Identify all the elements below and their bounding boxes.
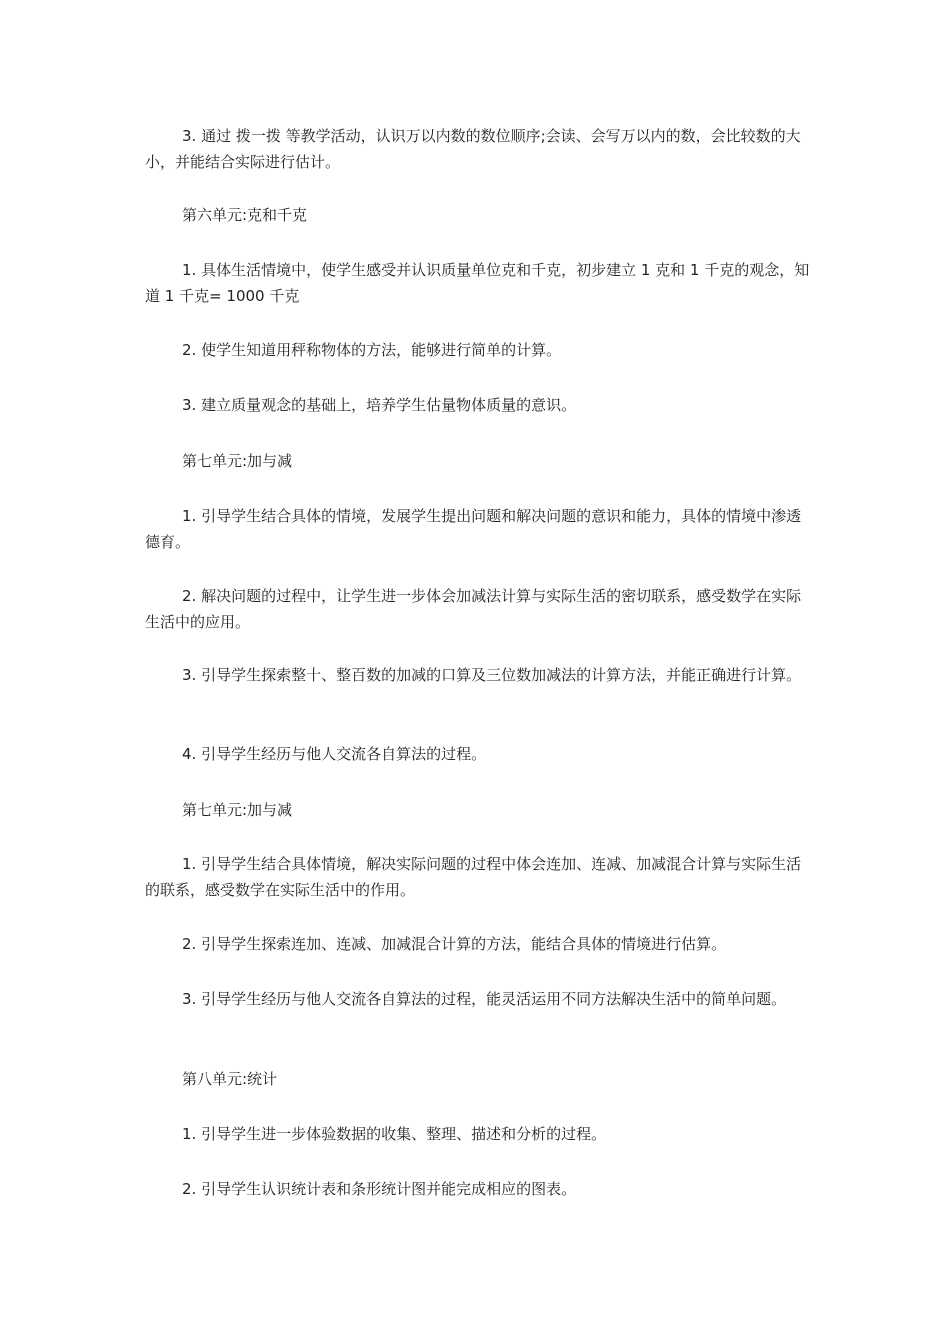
unit-6-item-3: 3. 建立质量观念的基础上，培养学生估量物体质量的意识。 <box>182 396 577 414</box>
unit-7b-heading: 第七单元:加与减 <box>182 801 293 819</box>
unit-7-item-4: 4. 引导学生经历与他人交流各自算法的过程。 <box>182 745 487 763</box>
unit-6-item-1: 1. 具体生活情境中，使学生感受并认识质量单位克和千克，初步建立 1 克和 1 千克的观念，知道 1 千克= 1000 千克 <box>145 261 810 305</box>
unit-7-item-2: 2. 解决问题的过程中，让学生进一步体会加减法计算与实际生活的密切联系，感受数学在实际生活中的应用。 <box>145 587 802 631</box>
paragraph-objective-3: 3. 通过 拨一拨 等教学活动，认识万以内数的数位顺序;会读、会写万以内的数，会比较数的大小，并能结合实际进行估计。 <box>145 127 801 171</box>
unit-7-item-1: 1. 引导学生结合具体的情境，发展学生提出问题和解决问题的意识和能力，具体的情境中渗透德育。 <box>145 507 802 551</box>
unit-7b-item-1: 1. 引导学生结合具体情境，解决实际问题的过程中体会连加、连减、加减混合计算与实际生活的联系，感受数学在实际生活中的作用。 <box>145 855 802 899</box>
unit-7-item-3: 3. 引导学生探索整十、整百数的加减的口算及三位数加减法的计算方法，并能正确进行计算。 <box>182 666 802 684</box>
unit-7b-item-2: 2. 引导学生探索连加、连减、加减混合计算的方法，能结合具体的情境进行估算。 <box>182 935 727 953</box>
unit-7-heading: 第七单元:加与减 <box>182 452 293 470</box>
unit-6-item-2: 2. 使学生知道用秤称物体的方法，能够进行简单的计算。 <box>182 341 562 359</box>
unit-8-item-1: 1. 引导学生进一步体验数据的收集、整理、描述和分析的过程。 <box>182 1125 607 1143</box>
unit-6-heading: 第六单元:克和千克 <box>182 206 308 224</box>
unit-8-item-2: 2. 引导学生认识统计表和条形统计图并能完成相应的图表。 <box>182 1180 577 1198</box>
unit-8-heading: 第八单元:统计 <box>182 1070 278 1088</box>
unit-7b-item-3: 3. 引导学生经历与他人交流各自算法的过程，能灵活运用不同方法解决生活中的简单问题。 <box>182 990 787 1008</box>
